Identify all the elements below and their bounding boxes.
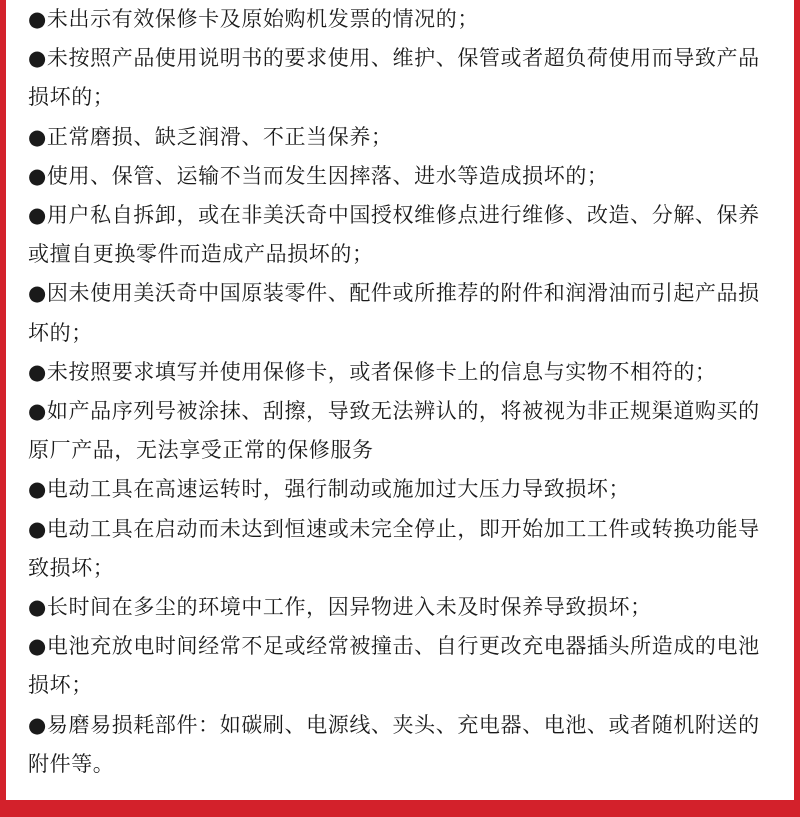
right-border	[794, 0, 800, 800]
list-item: ●未按照产品使用说明书的要求使用、维护、保管或者超负荷使用而导致产品损坏的；	[28, 46, 760, 110]
list-item: ●用户私自拆卸，或在非美沃奇中国授权维修点进行维修、改造、分解、保养或擅自更换零件而造成产品损坏的；	[28, 203, 760, 267]
list-item: ●正常磨损、缺乏润滑、不正当保养；	[28, 124, 393, 149]
list-item: ●使用、保管、运输不当而发生因摔落、进水等造成损坏的；	[28, 163, 609, 188]
list-item: ●未出示有效保修卡及原始购机发票的情况的；	[28, 7, 479, 31]
list-item: ●电池充放电时间经常不足或经常被撞击、自行更改充电器插头所造成的电池损坏；	[28, 634, 760, 698]
list-item: ●长时间在多尘的环境中工作，因异物进入未及时保养导致损坏；	[28, 595, 652, 620]
list-item: ●易磨易损耗部件：如碳刷、电源线、夹头、充电器、电池、或者随机附送的附件等。	[28, 712, 760, 776]
list-item: ●如产品序列号被涂抹、刮擦，导致无法辨认的，将被视为非正规渠道购买的原厂产品，无法享受正常的保修服务	[28, 399, 760, 463]
bottom-border	[0, 800, 800, 817]
list-item: ●未按照要求填写并使用保修卡，或者保修卡上的信息与实物不相符的；	[28, 359, 717, 384]
exclusion-list	[28, 0, 780, 784]
list-item: ●因未使用美沃奇中国原装零件、配件或所推荐的附件和润滑油而引起产品损坏的；	[28, 281, 760, 345]
list-item: ●电动工具在高速运转时，强行制动或施加过大压力导致损坏；	[28, 477, 631, 502]
list-item: ●电动工具在启动而未达到恒速或未完全停止，即开始加工工件或转换功能导致损坏；	[28, 516, 760, 580]
